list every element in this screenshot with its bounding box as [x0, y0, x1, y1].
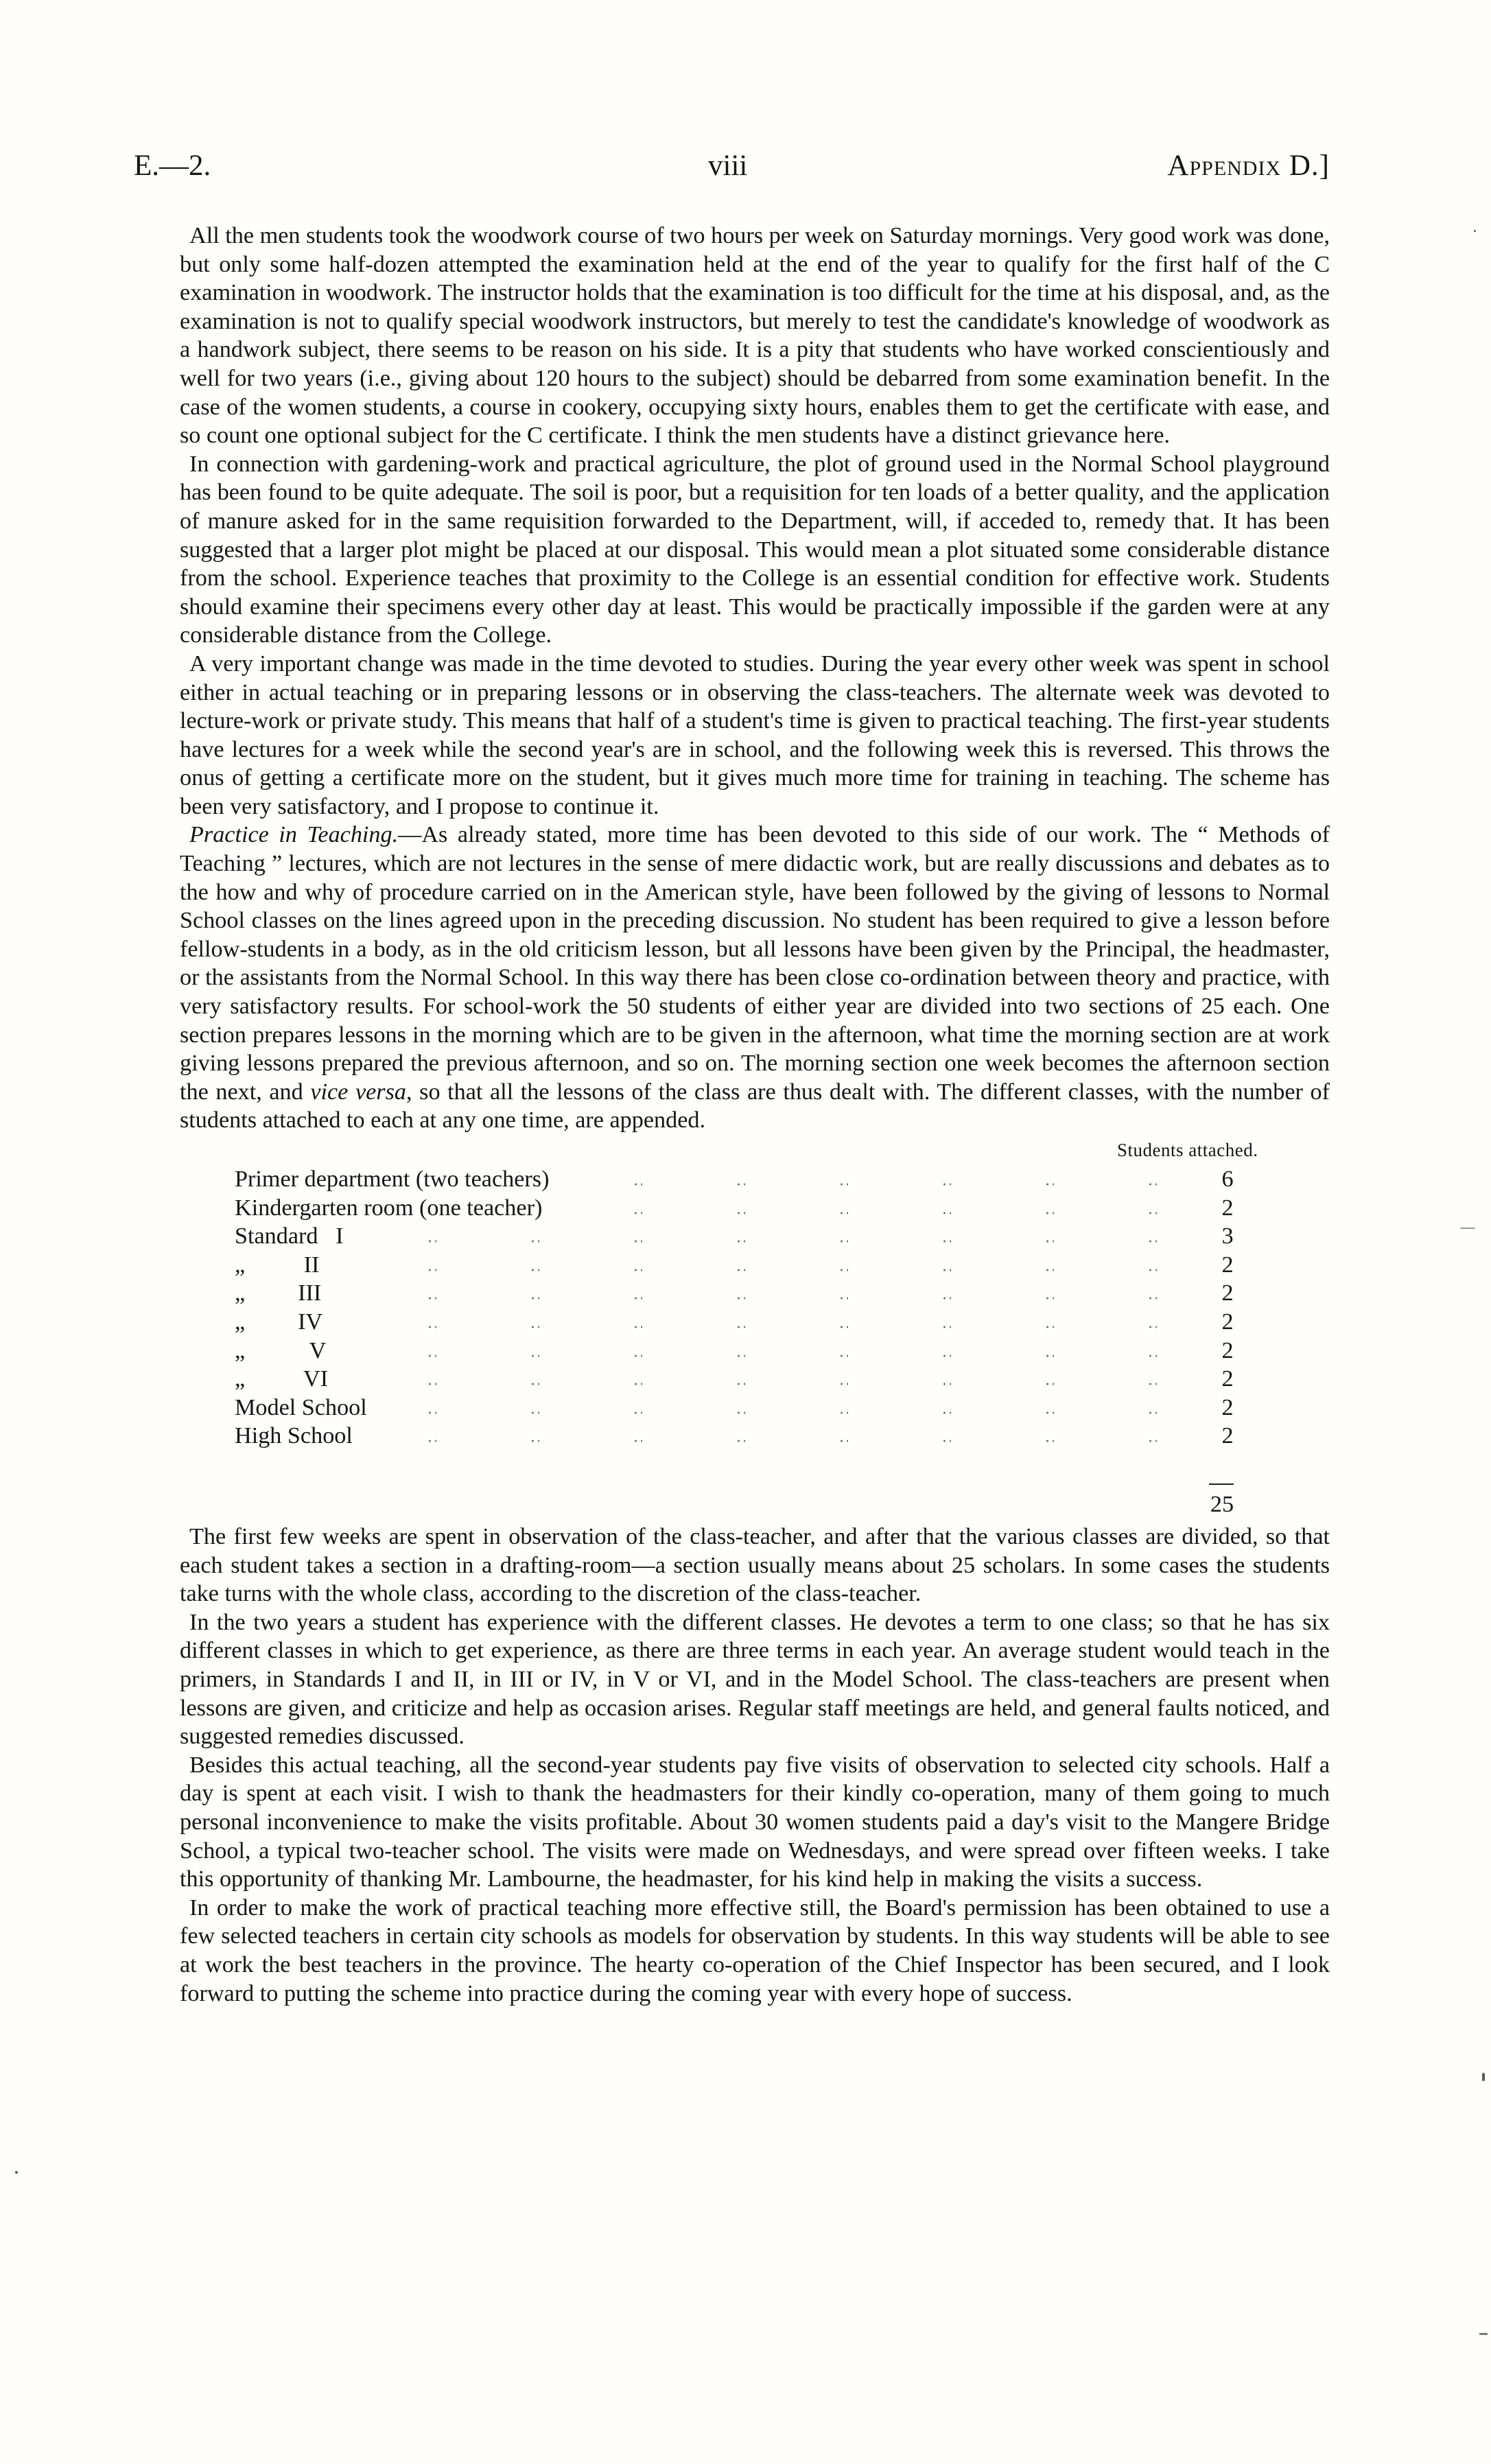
leader-dot — [1044, 1411, 1054, 1414]
table-row — [235, 1394, 1291, 1422]
total-value: 25 — [1210, 1492, 1234, 1517]
leader-dot — [633, 1411, 642, 1414]
row-label: Model School — [235, 1394, 371, 1422]
leader-dot — [736, 1183, 745, 1186]
leader-dot — [530, 1240, 539, 1243]
appendix-label: Appendix D.] — [1167, 150, 1330, 182]
leader-dot — [1044, 1354, 1054, 1357]
leader-dot — [530, 1354, 539, 1357]
page-header — [0, 145, 1491, 187]
leader-dot — [1147, 1297, 1157, 1300]
row-label: „ III — [235, 1279, 325, 1308]
leader-dots — [235, 1222, 1209, 1251]
leader-dot — [1044, 1383, 1054, 1385]
row-students: 2 — [1221, 1280, 1234, 1306]
row-label: Standard I — [235, 1222, 348, 1251]
practice-body-1: —As already stated, more time has been devoted to this side of our work. The “ Methods of Teaching ” lectures, which are not lectures in the sense of mere didactic work, but are really discussions and debates as to the how and why of procedure carried on in the American style, have been followed by the giving of lessons to Normal School classes on the lines agreed upon in the preceding discussion. No student has been required to give a lesson before fellow-students in a body, as in the old criticism lesson, but all lessons have been given by the Principal, the headmaster, or the assistants from the Normal School. In this way there has been close co-ordination between theory and practice, with very satisfactory results. For school-work the 50 students of either year are divided into two sections of 25 each. One section prepares lessons in the morning which are to be given in the afternoon, what time the morning section are at work giving lessons prepared the previous afternoon, and so on. The morning section one week becomes the afternoon section the next, and — [180, 822, 1330, 1105]
leader-dot — [1044, 1269, 1054, 1271]
leader-dot — [633, 1269, 642, 1271]
column-header: Students attached. — [1117, 1140, 1258, 1160]
page-number: viii — [708, 150, 748, 182]
leader-dot — [838, 1297, 848, 1300]
leader-dot — [941, 1183, 951, 1186]
leader-dot — [736, 1240, 745, 1243]
table-row — [235, 1165, 1291, 1194]
leader-dot — [736, 1411, 745, 1414]
table-row — [235, 1251, 1291, 1280]
leader-dot — [427, 1240, 436, 1243]
leader-dot — [530, 1411, 539, 1414]
table-row — [235, 1222, 1291, 1251]
row-label: „ II — [235, 1251, 323, 1280]
leader-dot — [1147, 1183, 1157, 1186]
row-students: 2 — [1221, 1252, 1234, 1278]
leader-dot — [838, 1411, 848, 1414]
leader-dot — [736, 1440, 745, 1442]
total-rule — [1209, 1483, 1234, 1485]
row-students: 3 — [1221, 1223, 1234, 1249]
leader-dot — [1044, 1183, 1054, 1186]
paragraph-visits: Besides this actual teaching, all the second-year students pay five visits of observation to selected city schools. Half a day is spent at each visit. I wish to thank the headmasters for their kindly co-operation, many of them going to much personal inconvenience to make the visits profitable. About 30 women students paid a day's visit to the Mangere Bridge School, a typical two-teacher school. The visits were made on Wednesdays, and were spread over fifteen weeks. I take this opportunity of thanking Mr. Lambourne, the headmaster, for his kind help in making the visits a success. — [180, 1752, 1330, 1892]
leader-dot — [941, 1212, 951, 1215]
leader-dot — [633, 1354, 642, 1357]
leader-dot — [633, 1297, 642, 1300]
leader-dots — [235, 1394, 1209, 1422]
scan-speck — [15, 2171, 18, 2174]
leader-dot — [1044, 1240, 1054, 1243]
leader-dot — [736, 1383, 745, 1385]
leader-dot — [1044, 1212, 1054, 1215]
row-students: 2 — [1221, 1309, 1234, 1335]
table-row — [235, 1365, 1291, 1394]
leader-dot — [1147, 1269, 1157, 1271]
leader-dot — [633, 1212, 642, 1215]
practice-vice-versa: vice versa — [310, 1079, 406, 1105]
leader-dot — [1147, 1212, 1157, 1215]
leader-dot — [530, 1440, 539, 1442]
paragraph-gardening: In connection with gardening-work and practical agriculture, the plot of ground used in the Normal School playground has been found to be quite adequate. The soil is poor, but a requisition for ten loads of a better quality, and the application of manure asked for in the same requisition forwarded to the Department, will, if acceded to, remedy that. It has been suggested that a larger plot might be placed at our disposal. This would mean a plot situated some considerable distance from the school. Experience teaches that proximity to the College is an essential condition for effective work. Students should examine their specimens every other day at least. This would be practically impossible if the garden were at any considerable distance from the College. — [180, 451, 1330, 648]
row-label: High School — [235, 1422, 357, 1451]
row-label: „ VI — [235, 1365, 332, 1394]
row-students: 2 — [1221, 1195, 1234, 1221]
students-table — [180, 1135, 1330, 1523]
leader-dot — [530, 1383, 539, 1385]
leader-dots — [235, 1251, 1209, 1280]
leader-dot — [736, 1269, 745, 1271]
leader-dot — [530, 1326, 539, 1328]
leader-dot — [1147, 1411, 1157, 1414]
leader-dot — [1147, 1383, 1157, 1385]
paragraph-practice — [180, 821, 1330, 1135]
leader-dot — [530, 1269, 539, 1271]
leader-dot — [1044, 1440, 1054, 1442]
leader-dot — [838, 1240, 848, 1243]
leader-dot — [1147, 1240, 1157, 1243]
leader-dot — [633, 1240, 642, 1243]
table-row — [235, 1308, 1291, 1337]
leader-dot — [941, 1411, 951, 1414]
row-label: Primer department (two teachers) — [235, 1165, 554, 1194]
leader-dots — [235, 1279, 1209, 1308]
leader-dot — [427, 1383, 436, 1385]
leader-dot — [427, 1297, 436, 1300]
leader-dot — [838, 1269, 848, 1271]
leader-dots — [235, 1308, 1209, 1337]
leader-dot — [838, 1440, 848, 1442]
leader-dot — [941, 1269, 951, 1271]
leader-dot — [941, 1297, 951, 1300]
table-rows — [235, 1165, 1291, 1451]
leader-dot — [838, 1212, 848, 1215]
leader-dot — [427, 1411, 436, 1414]
leader-dot — [1147, 1354, 1157, 1357]
practice-heading: Practice in Teaching. — [189, 822, 399, 848]
practice-body-2: , so that all the lessons of the class are thus dealt with. The different classes, with the number of students attached to each at any one time, are appended. — [180, 1079, 1330, 1134]
paragraph-models: In order to make the work of practical teaching more effective still, the Board's permission has been obtained to use a few selected teachers in certain city schools as models for observation by students. In this way students will be able to see at work the best teachers in the province. The hearty co-operation of the Chief Inspector has been secured, and I look forward to putting the scheme into practice during the coming year with every hope of success. — [180, 1894, 1330, 2006]
paragraph-woodwork: All the men students took the woodwork course of two hours per week on Saturday mornings. Very good work was done, but only some half-dozen attempted the examination held at the end of the year to qualify for the first half of the C examination in woodwork. The instructor holds that the examination is too difficult for the time at his disposal, and, as the examination is not to qualify special woodwork instructors, but merely to test the candidate's knowledge of woodwork as a handwork subject, there seems to be reason on his side. It is a pity that students who have worked conscientiously and well for two years (i.e., giving about 120 hours to the subject) should be debarred from some examination benefit. In the case of the women students, a course in cookery, occupying sixty hours, enables them to get the certificate with ease, and so count one optional subject for the C certificate. I think the men students have a distinct grievance here. — [180, 223, 1330, 449]
leader-dot — [633, 1183, 642, 1186]
leader-dot — [1147, 1326, 1157, 1328]
leader-dot — [633, 1440, 642, 1442]
paragraph-time-change: A very important change was made in the time devoted to studies. During the year every other week was spent in school either in actual teaching or in preparing lessons or in observing the class-teachers. The alternate week was devoted to lecture-work or private study. This means that half of a student's time is given to practical teaching. The first-year students have lectures for a week while the second year's are in school, and the following week this is reversed. This throws the onus of getting a certificate more on the student, but it gives much more time for training in teaching. The scheme has been very satisfactory, and I propose to continue it. — [180, 650, 1330, 819]
body-text — [180, 222, 1330, 2008]
leader-dot — [530, 1297, 539, 1300]
leader-dot — [633, 1383, 642, 1385]
scan-speck — [1479, 2333, 1488, 2335]
leader-dots — [235, 1365, 1209, 1394]
leader-dot — [427, 1440, 436, 1442]
row-students: 2 — [1221, 1394, 1234, 1420]
leader-dot — [427, 1354, 436, 1357]
leader-dot — [941, 1240, 951, 1243]
leader-dot — [838, 1326, 848, 1328]
row-students: 6 — [1221, 1166, 1234, 1192]
leader-dot — [427, 1269, 436, 1271]
table-row — [235, 1337, 1291, 1365]
scan-speck — [1474, 230, 1476, 232]
leader-dot — [1044, 1326, 1054, 1328]
leader-dot — [736, 1326, 745, 1328]
leader-dot — [941, 1383, 951, 1385]
scan-speck — [1460, 1228, 1475, 1229]
row-students: 2 — [1221, 1366, 1234, 1392]
table-row — [235, 1194, 1291, 1223]
row-label: „ V — [235, 1337, 330, 1365]
leader-dot — [736, 1354, 745, 1357]
leader-dots — [235, 1337, 1209, 1365]
row-students: 2 — [1221, 1337, 1234, 1363]
leader-dot — [1044, 1297, 1054, 1300]
leader-dot — [736, 1212, 745, 1215]
table-row — [235, 1279, 1291, 1308]
document-code: E.—2. — [134, 150, 211, 182]
leader-dot — [736, 1297, 745, 1300]
leader-dot — [1147, 1440, 1157, 1442]
leader-dot — [941, 1440, 951, 1442]
row-label: Kindergarten room (one teacher) — [235, 1194, 546, 1223]
leader-dot — [941, 1354, 951, 1357]
leader-dots — [235, 1422, 1209, 1451]
leader-dot — [427, 1326, 436, 1328]
leader-dot — [838, 1383, 848, 1385]
scan-speck — [1482, 2073, 1485, 2081]
paragraph-observation: The first few weeks are spent in observation of the class-teacher, and after that the various classes are divided, so that each student takes a section in a drafting-room—a section usually means about 25 scholars. In some cases the students take turns with the whole class, according to the discretion of the class-teacher. — [180, 1524, 1330, 1607]
paragraph-two-years: In the two years a student has experience with the different classes. He devotes a term to one class; so that he has six different classes in which to get experience, as there are three terms in each year. An average student would teach in the primers, in Standards I and II, in III or IV, in V or VI, and in the Model School. The class-teachers are present when lessons are given, and criticize and help as occasion arises. Regular staff meetings are held, and general faults noticed, and suggested remedies discussed. — [180, 1609, 1330, 1750]
table-row — [235, 1422, 1291, 1451]
leader-dot — [633, 1326, 642, 1328]
leader-dot — [838, 1183, 848, 1186]
leader-dot — [838, 1354, 848, 1357]
row-students: 2 — [1221, 1423, 1234, 1449]
row-label: „ IV — [235, 1308, 327, 1337]
leader-dot — [941, 1326, 951, 1328]
